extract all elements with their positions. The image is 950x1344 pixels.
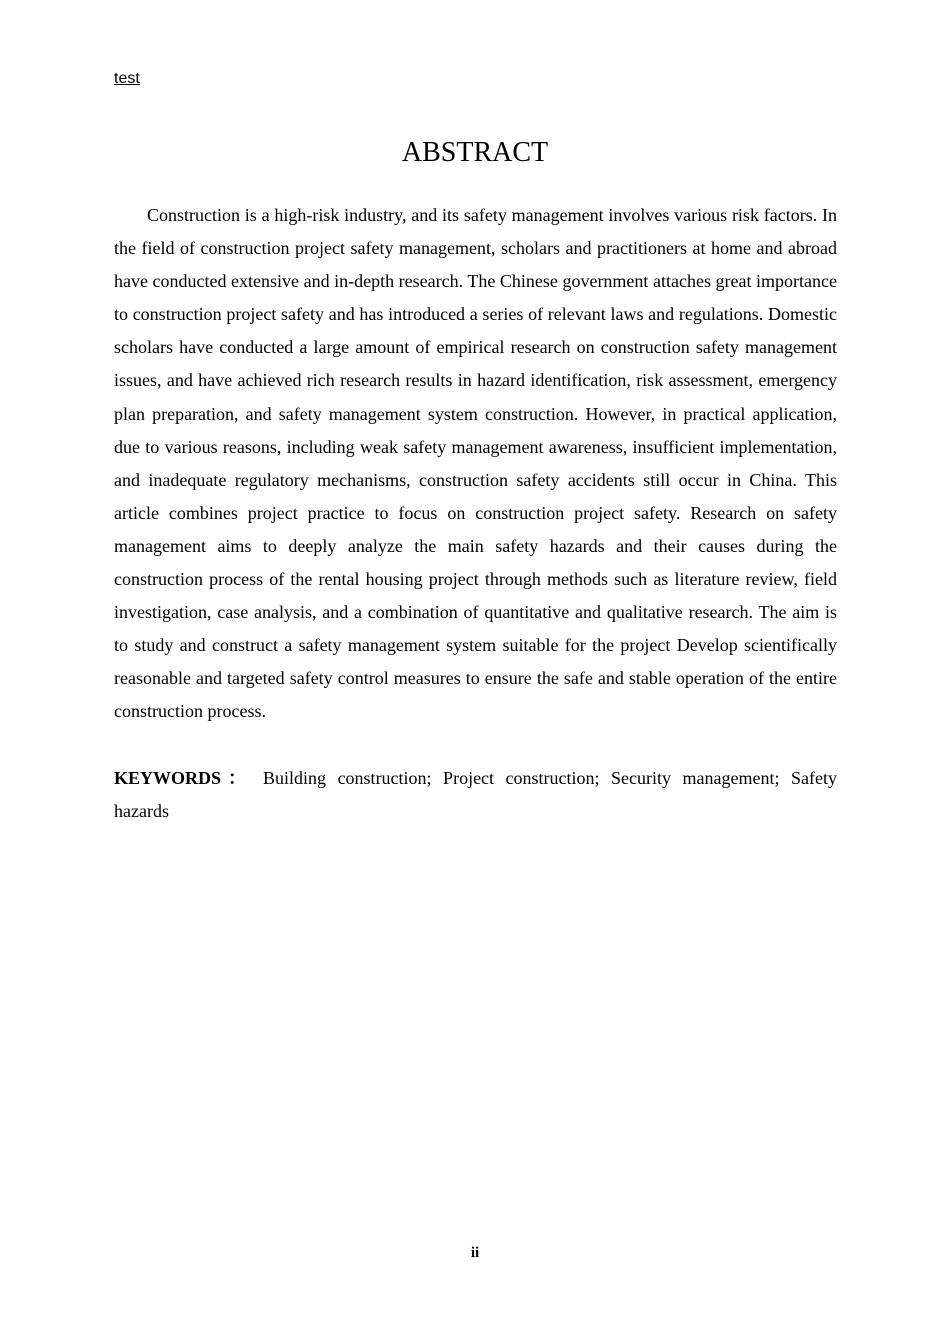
abstract-body: Construction is a high-risk industry, and its safety management involves various risk factors. In the field of construction project safety management, scholars and practitioners at home and abroad have conducted extensive and in-depth research. The Chinese government attaches great importance to construction project safety and has introduced a series of relevant laws and regulations. Domestic scholars have conducted a large amount of empirical research on construction safety management issues, and have achieved rich research results in hazard identification, risk assessment, emergency plan preparation, and safety management system construction. However, in practical application, due to various reasons, including weak safety management awareness, insufficient implementation, and inadequate regulatory mechanisms, construction safety accidents still occur in China. This article combines project practice to focus on construction project safety. Research on safety management aims to deeply analyze the main safety hazards and their causes during the construction process of the rental housing project through methods such as literature review, field investigation, case analysis, and a combination of quantitative and qualitative research. The aim is to study and construct a safety management system suitable for the project Develop scientifically reasonable and targeted safety control measures to ensure the safe and stable operation of the entire construction process. <box>114 205 837 722</box>
header-test-link[interactable]: test <box>114 70 140 87</box>
abstract-title: ABSTRACT <box>401 137 549 168</box>
page-number: ii <box>470 1245 480 1261</box>
keywords-text: Building construction; Project construction; Security management; Safety hazards <box>114 768 838 821</box>
keywords-paragraph <box>114 762 837 828</box>
keywords-label: KEYWORDS： <box>114 768 254 788</box>
